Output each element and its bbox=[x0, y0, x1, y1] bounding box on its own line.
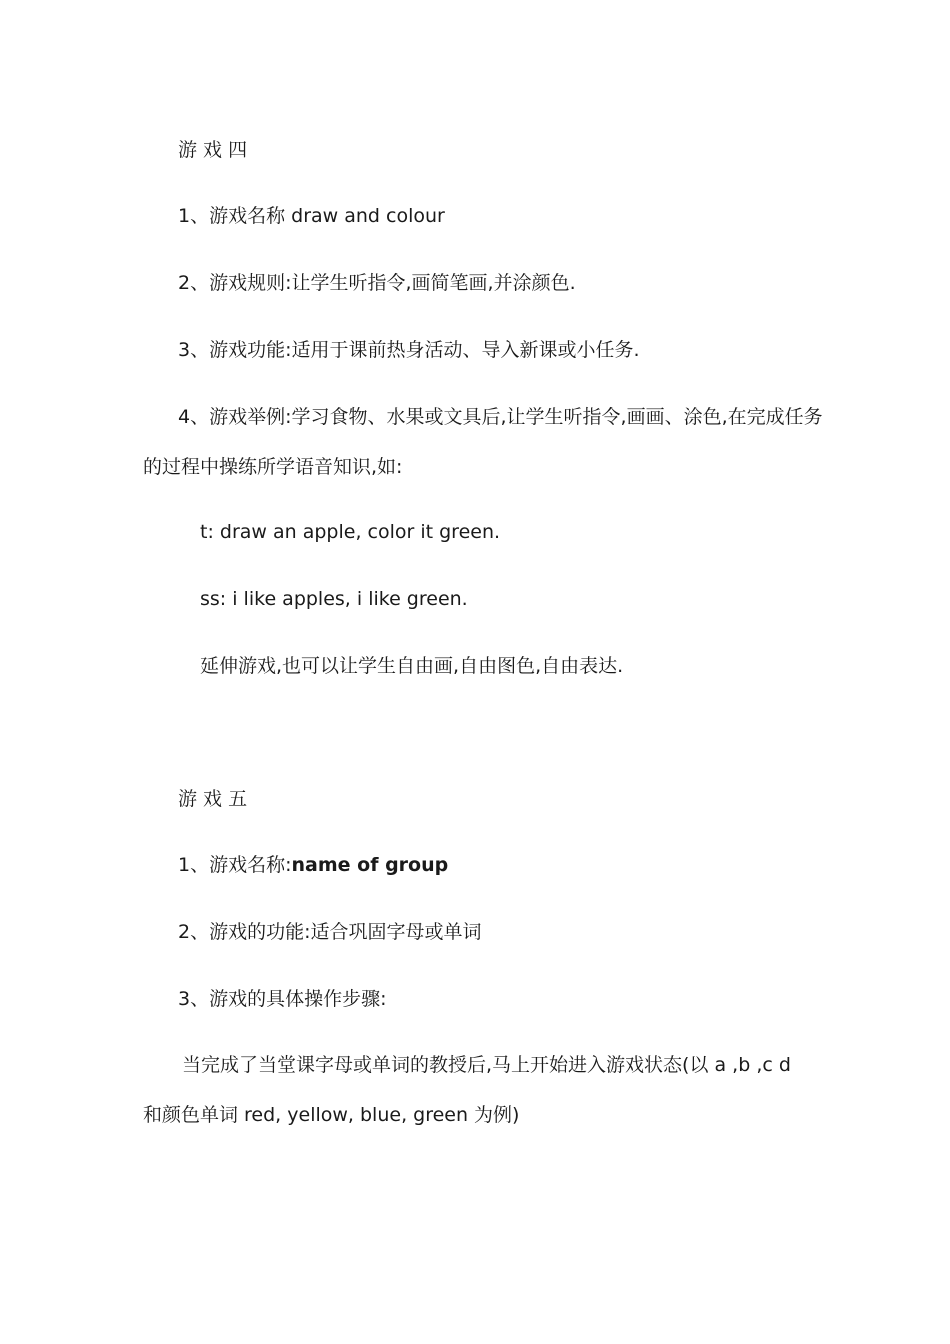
game5-game-title: name of group bbox=[291, 854, 449, 876]
game4-item-rules: 2、游戏规则:让学生听指令,画简笔画,并涂颜色. bbox=[178, 272, 576, 294]
game4-item-example-line2: 的过程中操练所学语音知识,如: bbox=[143, 456, 403, 478]
game5-item-function: 2、游戏的功能:适合巩固字母或单词 bbox=[178, 921, 482, 943]
game5-paragraph-line1: 当完成了当堂课字母或单词的教授后,马上开始进入游戏状态(以 a ,b ,c d bbox=[182, 1054, 791, 1076]
game5-item-steps: 3、游戏的具体操作步骤: bbox=[178, 988, 387, 1010]
game4-item-function: 3、游戏功能:适用于课前热身活动、导入新课或小任务. bbox=[178, 339, 640, 361]
game4-item-name: 1、游戏名称 draw and colour bbox=[178, 205, 445, 227]
game5-item-name bbox=[178, 853, 448, 877]
game4-item-example-line1: 4、游戏举例:学习食物、水果或文具后,让学生听指令,画画、涂色,在完成任务 bbox=[178, 406, 823, 428]
game5-item-name-prefix: 1、游戏名称: bbox=[178, 854, 292, 876]
game5-paragraph-line2: 和颜色单词 red, yellow, blue, green 为例) bbox=[143, 1104, 520, 1126]
game4-extension: 延伸游戏,也可以让学生自由画,自由图色,自由表达. bbox=[200, 655, 624, 677]
game4-example-students: ss: i like apples, i like green. bbox=[200, 588, 468, 610]
game5-heading: 游 戏 五 bbox=[178, 788, 248, 810]
game4-heading: 游 戏 四 bbox=[178, 139, 248, 161]
game4-example-teacher: t: draw an apple, color it green. bbox=[200, 521, 501, 543]
